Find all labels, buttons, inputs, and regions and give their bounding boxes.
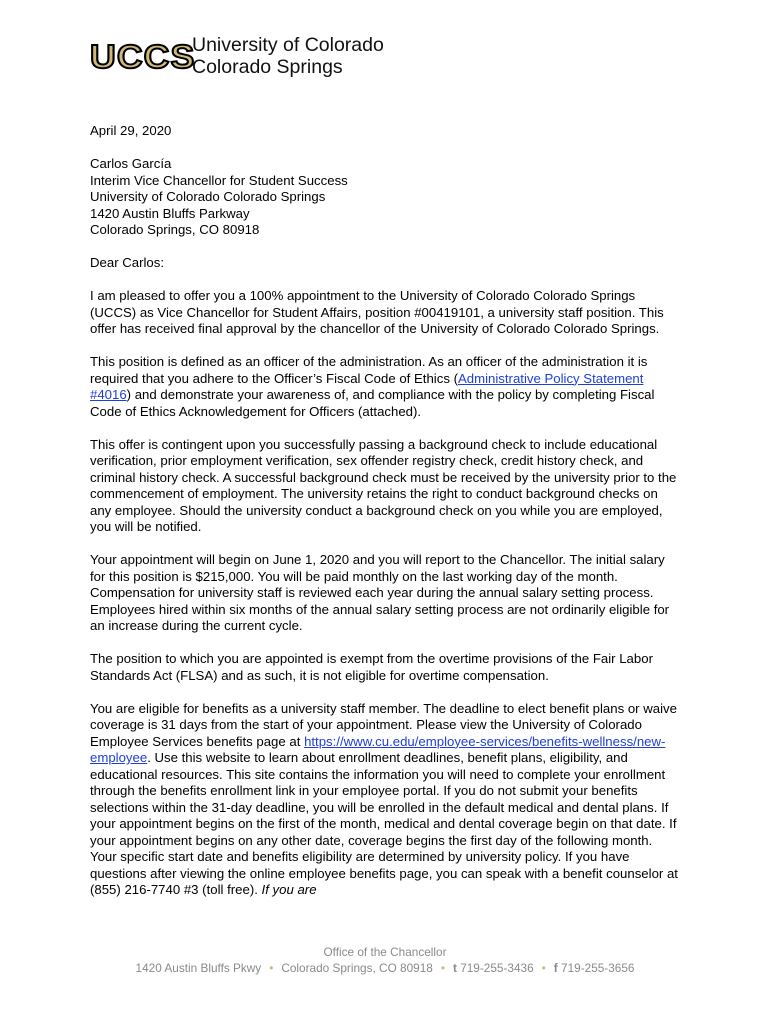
footer-address: 1420 Austin Bluffs Pkwy <box>135 960 262 975</box>
footer-fax-label: f <box>553 960 558 975</box>
policy-statement-link[interactable]: Administrative Policy Statement #4016 <box>90 370 644 402</box>
letter-footer <box>0 945 770 976</box>
paragraph-officer-ethics <box>90 354 682 420</box>
paragraph-officer-ethics-text-a: This position is defined as an officer of the administration. As an officer of the administration it is required that you adhere to the Officer’s Fiscal Code of Ethics ( <box>90 354 648 386</box>
letter-body <box>90 123 682 915</box>
uccs-logo-mark: UCCS <box>90 37 196 75</box>
paragraph-officer-ethics-text-b: ) and demonstrate your awareness of, and compliance with the policy by completing Fiscal Code of Ethics Acknowledgement for Officers (attached). <box>90 387 655 419</box>
footer-fax: 719-255-3656 <box>561 960 635 975</box>
recipient-city: Colorado Springs, CO 80918 <box>90 222 260 237</box>
footer-phone: 719-255-3436 <box>460 960 534 975</box>
recipient-address <box>90 156 682 239</box>
footer-phone-label: t <box>452 960 457 975</box>
footer-separator-dot: • <box>269 960 274 975</box>
recipient-street: 1420 Austin Bluffs Parkway <box>90 205 250 221</box>
university-name <box>192 34 384 78</box>
paragraph-benefits-text-b: . Use this website to learn about enrollment deadlines, benefit plans, eligibility, and educational resources. This site contains the information you will need to complete your enrollment through the benefits enrollment link in your employee portal. If you do not submit your benefits selections within the 31-day deadline, you will be enrolled in the default medical and dental plans. If your appointment begins on the first of the month, medical and dental coverage begin on that date. If your appointment begins on any other date, coverage begins the first day of the following month. Your specific start date and benefits eligibility are determined by university policy. If you have questions after viewing the online employee benefits page, you can speak with a benefit counselor at (855) 216-7740 #3 (toll free). <box>90 750 678 897</box>
paragraph-benefits-italic: If you are <box>261 882 317 897</box>
recipient-org: University of Colorado Colorado Springs <box>90 189 326 204</box>
paragraph-benefits-text-a: You are eligible for benefits as a university staff member. The deadline to elect benefit plans or waive coverage is 31 days from the start of your appointment. Please view the University of Colorado Employee Services benefits page at <box>90 700 677 749</box>
benefits-website-link[interactable]: https://www.cu.edu/employee-services/benefits-wellness/new-employee <box>90 733 666 765</box>
footer-separator-dot: • <box>541 960 546 975</box>
university-name-line2: Colorado Springs <box>192 56 343 78</box>
footer-city: Colorado Springs, CO 80918 <box>281 960 433 975</box>
recipient-title: Interim Vice Chancellor for Student Success <box>90 172 348 188</box>
letter-date: April 29, 2020 <box>90 123 172 138</box>
recipient-name: Carlos García <box>90 156 172 171</box>
footer-contact-line <box>0 961 770 977</box>
paragraph-appointment-offer: I am pleased to offer you a 100% appointment to the University of Colorado Colorado Springs (UCCS) as Vice Chancellor for Student Affairs, position #00419101, a university staff position. This offer has received final approval by the chancellor of the University of Colorado Colorado Springs. <box>90 288 664 336</box>
footer-separator-dot: • <box>440 960 445 975</box>
paragraph-benefits <box>90 701 682 899</box>
paragraph-background-check: This offer is contingent upon you successfully passing a background check to include educational verification, prior employment verification, sex offender registry check, credit history check, and criminal history check. A successful background check must be received by the university prior to the commencement of employment. The university retains the right to conduct background checks on any employee. Should the university conduct a background check on you while you are employed, you will be notified. <box>90 436 677 534</box>
university-name-line1: University of Colorado <box>192 34 384 56</box>
paragraph-flsa: The position to which you are appointed is exempt from the overtime provisions of the Fair Labor Standards Act (FLSA) and as such, it is not eligible for overtime compensation. <box>90 651 653 683</box>
uccs-logo <box>90 34 384 78</box>
footer-office: Office of the Chancellor <box>323 945 447 959</box>
salutation: Dear Carlos: <box>90 255 165 270</box>
paragraph-salary: Your appointment will begin on June 1, 2020 and you will report to the Chancellor. The initial salary for this position is $215,000. You will be paid monthly on the last working day of the month. Compensation for university staff is reviewed each year during the annual salary setting process. Employees hired within six months of the annual salary setting process are not ordinarily eligible for an increase during the current cycle. <box>90 552 670 633</box>
